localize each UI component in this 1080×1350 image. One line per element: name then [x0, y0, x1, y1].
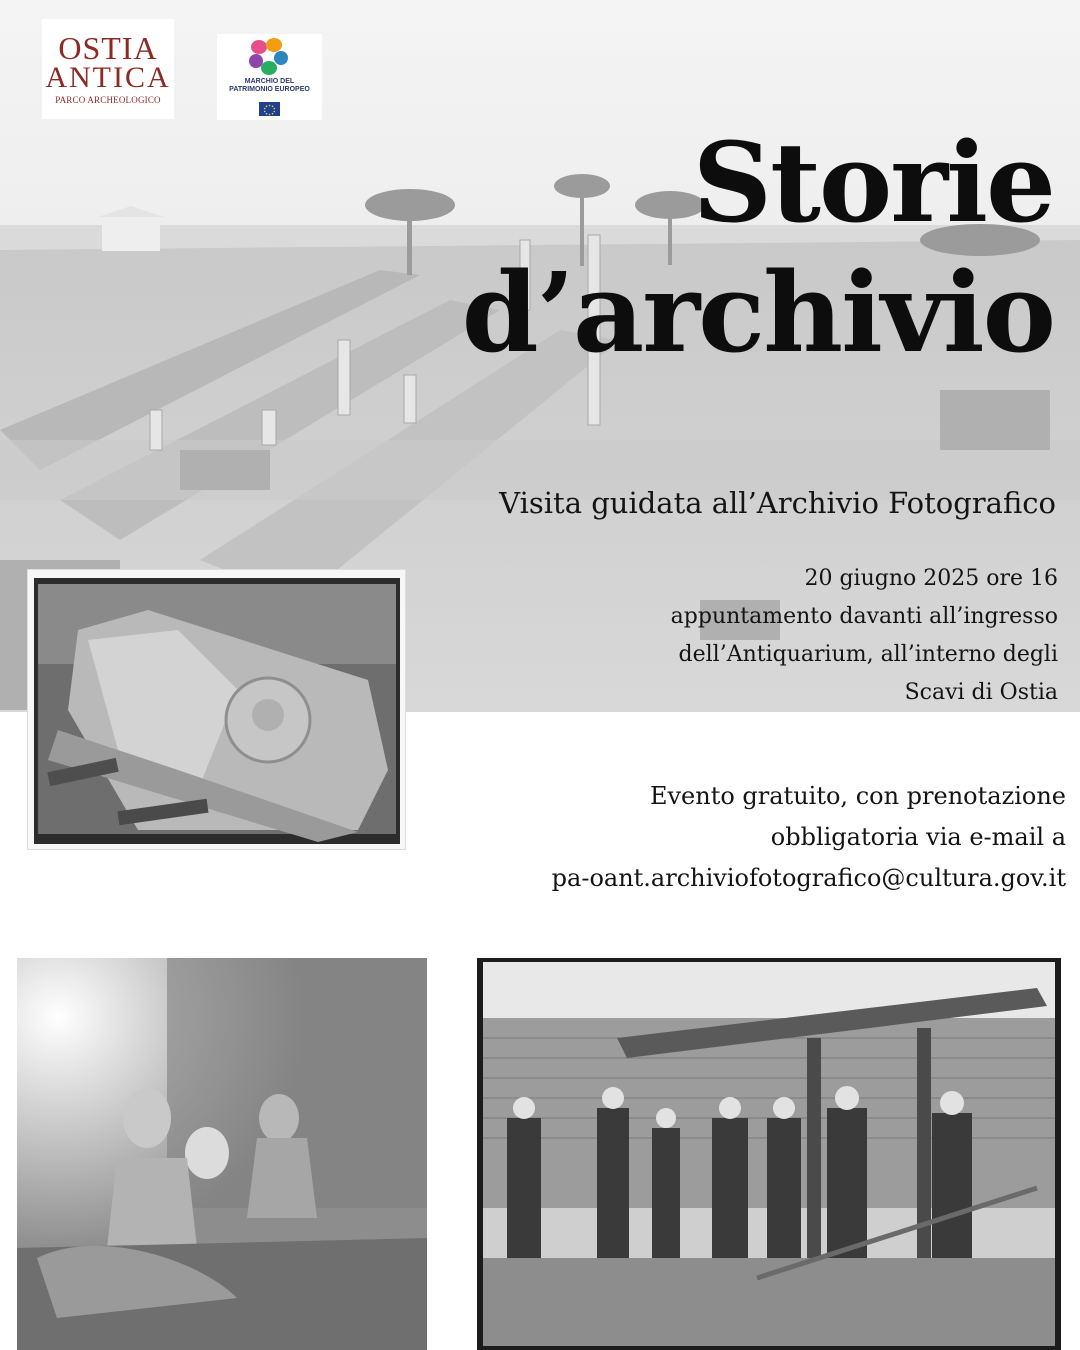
poster-subtitle: Visita guidata all’Archivio Fotografico — [499, 486, 1056, 520]
booking-email: pa-oant.archiviofotografico@cultura.gov.it — [551, 864, 1066, 892]
workers-archive-photo — [477, 958, 1061, 1350]
logo-text-antica: ANTICA — [45, 61, 171, 94]
european-heritage-label-logo — [217, 34, 322, 120]
heritage-line1: MARCHIO DEL — [244, 78, 295, 85]
sarcophagus-archive-photo — [28, 570, 405, 849]
title-line-1: Storie — [692, 118, 1054, 247]
event-details — [671, 560, 1058, 712]
statues-archive-photo — [17, 958, 427, 1350]
heritage-label-text — [217, 78, 322, 94]
logo-text-parco: PARCO ARCHEOLOGICO — [55, 95, 161, 105]
booking-info — [552, 776, 1066, 899]
logo-text-ostia: OSTIA — [58, 30, 158, 66]
event-date: 20 giugno 2025 ore 16 — [804, 566, 1058, 591]
eu-flag-icon — [259, 102, 280, 116]
heritage-flower-icon — [247, 37, 291, 77]
ostia-antica-logo — [42, 19, 174, 119]
meeting-point-line-2: dell’Antiquarium, all’interno degli — [678, 642, 1058, 667]
meeting-point-line-1: appuntamento davanti all’ingresso — [670, 604, 1058, 629]
heritage-line2: PATRIMONIO EUROPEO — [229, 86, 310, 93]
title-line-2: d’archivio — [461, 248, 1054, 377]
booking-line-1: Evento gratuito, con prenotazione — [649, 782, 1066, 810]
booking-line-2: obbligatoria via e-mail a — [770, 823, 1066, 851]
meeting-point-line-3: Scavi di Ostia — [904, 680, 1058, 705]
poster-title — [462, 118, 1054, 378]
